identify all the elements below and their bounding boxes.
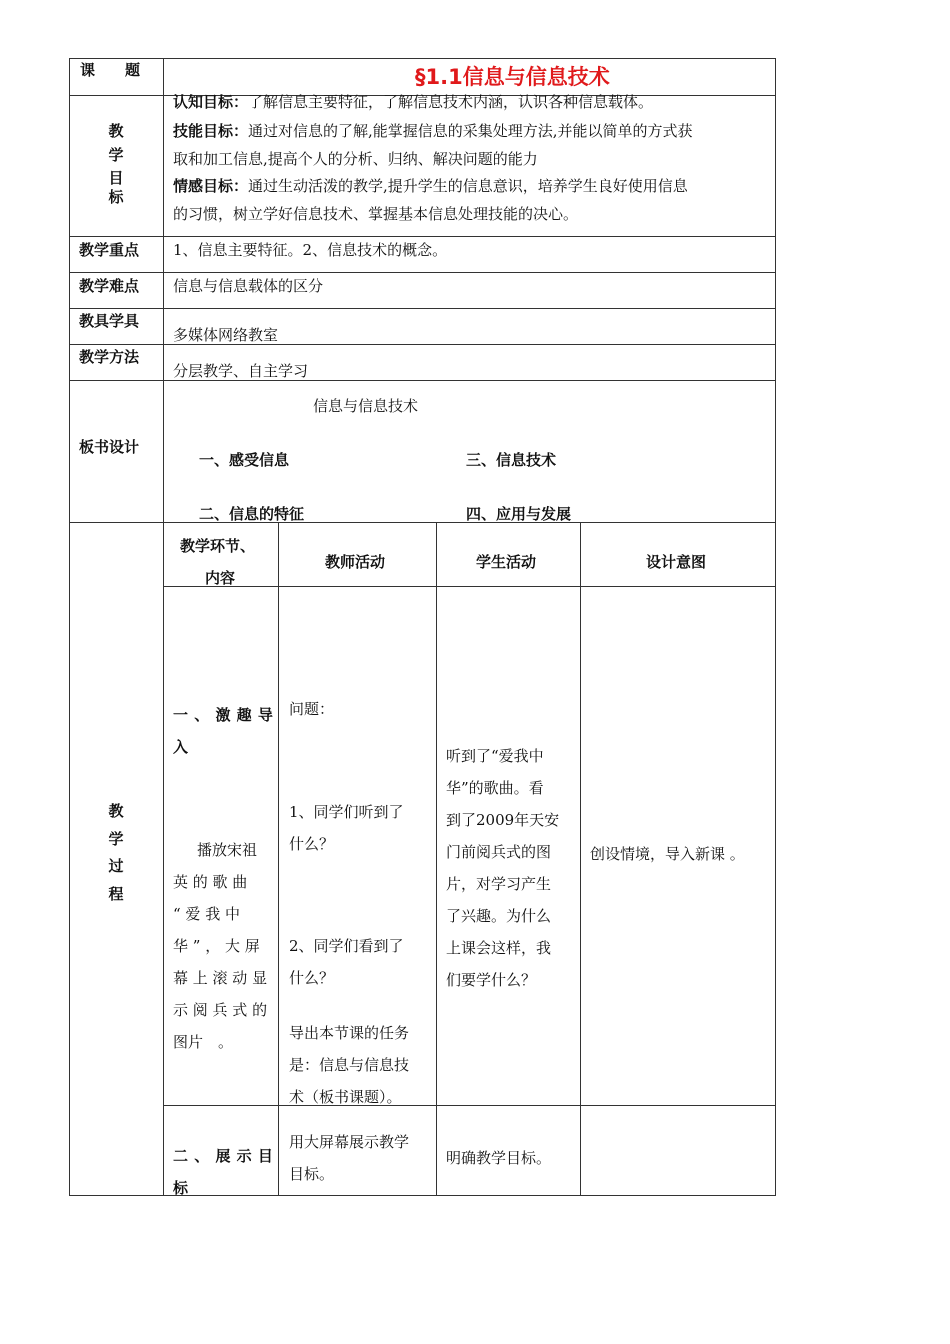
- difficulty-value: 信息与信息载体的区分: [173, 277, 324, 295]
- process-label-char: 教: [108, 802, 124, 820]
- process-label-char: 过: [108, 857, 124, 875]
- cognitive-objective: [173, 87, 653, 117]
- objectives-label-char: 标: [108, 188, 124, 206]
- objectives-label-char: 目: [108, 169, 124, 187]
- step-2-student: 明确教学目标。: [446, 1149, 552, 1167]
- skill-objective: [173, 116, 693, 146]
- skill-objective-cont: 取和加工信息,提高个人的分析、归纳、解决问题的能力: [173, 150, 538, 168]
- header-student: 学生活动: [476, 553, 537, 571]
- objectives-label-char: 教: [108, 122, 124, 140]
- step-1-student-line: 上课会这样，我: [446, 939, 552, 957]
- method-label: 教学方法: [79, 348, 140, 366]
- skill-objective-label: 技能目标：: [173, 122, 249, 140]
- tools-label: 教具学具: [79, 312, 140, 330]
- header-intent: 设计意图: [646, 553, 707, 571]
- step-1-teacher-q2-cont: 什么？: [289, 969, 335, 987]
- process-label-char: 学: [108, 830, 124, 848]
- step-1-student-line: 华”的歌曲。看: [446, 779, 544, 797]
- page-title: §1.1信息与信息技术: [415, 65, 610, 89]
- step-1-student-line: 门前阅兵式的图: [446, 843, 552, 861]
- step-1-content-line: 华 ” ， 大 屏: [173, 937, 260, 955]
- cognitive-objective-text: 了解信息主要特征，了解信息技术内涵，认识各种信息载体。: [248, 93, 654, 111]
- step-1-student-line: 听到了“爱我中: [446, 747, 544, 765]
- step-2-teacher-cont: 目标。: [289, 1165, 335, 1183]
- header-stage: 教学环节、: [180, 537, 256, 555]
- step-1-content-line: “ 爱 我 中: [173, 905, 240, 923]
- step-1-teacher-question: 问题：: [289, 700, 335, 718]
- step-1-intent: 创设情境，导入新课 。: [590, 845, 745, 863]
- affect-objective-text: 通过生动活泼的教学,提升学生的信息意识，培养学生良好使用信息: [248, 177, 688, 195]
- board-item-2: 二、信息的特征: [199, 505, 305, 523]
- step-2-title-cont: 标: [173, 1179, 189, 1197]
- process-label-char: 程: [108, 885, 124, 903]
- board-label: 板书设计: [79, 438, 140, 456]
- step-1-student-line: 们要学什么？: [446, 971, 537, 989]
- affect-objective: [173, 171, 688, 201]
- difficulty-label: 教学难点: [79, 277, 140, 295]
- step-1-teacher-task: 导出本节课的任务: [289, 1024, 410, 1042]
- cognitive-objective-label: 认知目标：: [173, 93, 249, 111]
- skill-objective-text: 通过对信息的了解,能掌握信息的采集处理方法,并能以简单的方式获: [248, 122, 693, 140]
- step-1-student-line: 片，对学习产生: [446, 875, 552, 893]
- step-1-teacher-q1-cont: 什么？: [289, 835, 335, 853]
- step-1-title: 一 、 激 趣 导: [173, 706, 274, 724]
- step-1-teacher-task: 是：信息与信息技: [289, 1056, 410, 1074]
- header-teacher: 教师活动: [325, 553, 386, 571]
- board-item-3: 三、信息技术: [466, 451, 557, 469]
- step-2-teacher: 用大屏幕展示教学: [289, 1133, 410, 1151]
- board-title: 信息与信息技术: [313, 397, 419, 415]
- focus-value: 1、信息主要特征。2、信息技术的概念。: [173, 241, 448, 259]
- affect-objective-cont: 的习惯，树立学好信息技术、掌握基本信息处理技能的决心。: [173, 205, 579, 223]
- affect-objective-label: 情感目标：: [173, 177, 249, 195]
- step-1-teacher-q2: 2、同学们看到了: [289, 937, 404, 955]
- board-item-4: 四、应用与发展: [466, 505, 572, 523]
- step-1-content-line: 播放宋祖: [182, 841, 258, 859]
- method-value: 分层教学、自主学习: [173, 362, 309, 380]
- step-1-teacher-q1: 1、同学们听到了: [289, 803, 404, 821]
- step-1-content-line: 幕 上 滚 动 显: [173, 969, 268, 987]
- topic-label: 课 题: [80, 61, 141, 79]
- focus-label: 教学重点: [79, 241, 140, 259]
- step-2-title: 二 、 展 示 目: [173, 1147, 274, 1165]
- step-1-student-line: 了兴趣。为什么: [446, 907, 552, 925]
- objectives-label-char: 学: [108, 146, 124, 164]
- header-stage-cont: 内容: [205, 569, 236, 587]
- step-1-content-line: 示 阅 兵 式 的: [173, 1001, 268, 1019]
- board-item-1: 一、感受信息: [199, 451, 290, 469]
- step-1-title-cont: 入: [173, 738, 189, 756]
- step-1-student-line: 到了2009年天安: [446, 811, 560, 829]
- tools-value: 多媒体网络教室: [173, 326, 279, 344]
- step-1-content-line: 图片 。: [173, 1033, 234, 1051]
- step-1-teacher-task: 术（板书课题）。: [289, 1088, 402, 1106]
- step-1-content-line: 英 的 歌 曲: [173, 873, 248, 891]
